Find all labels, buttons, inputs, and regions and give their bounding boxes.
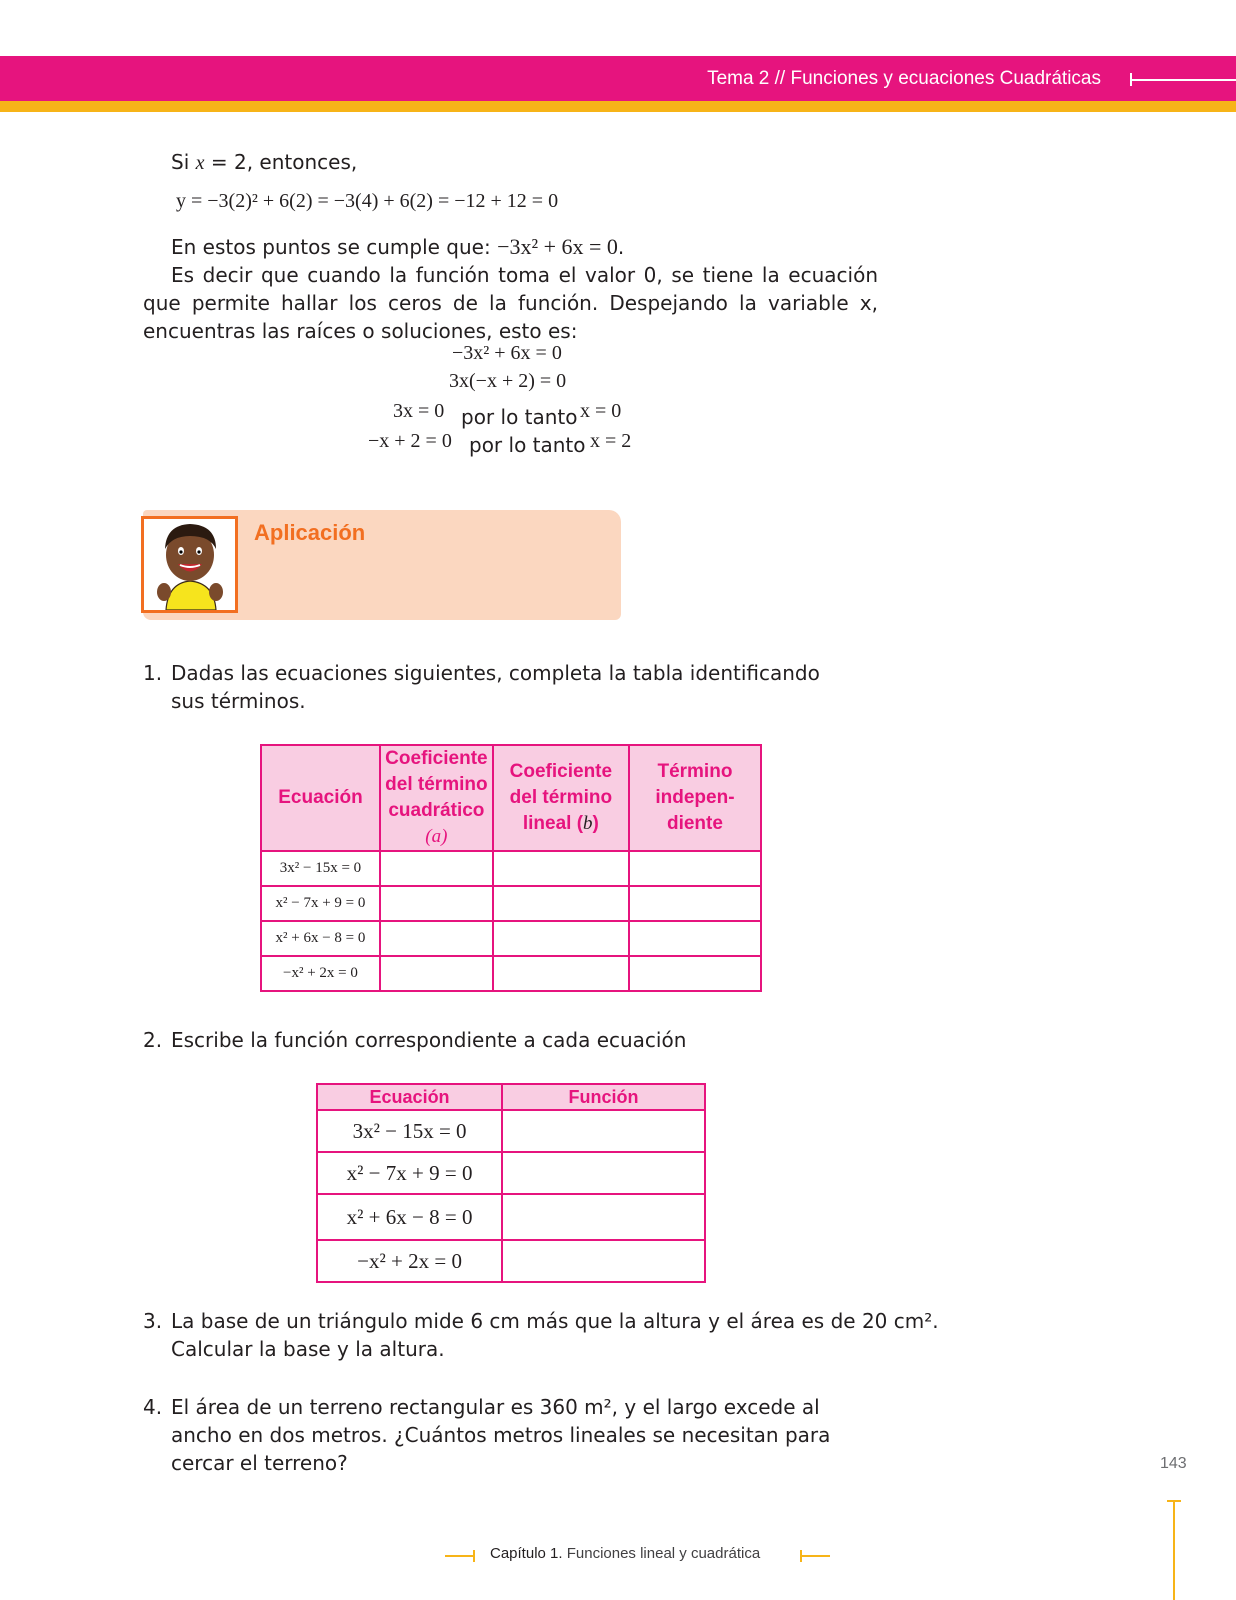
solution-line-3-text: por lo tanto (461, 405, 578, 429)
header-coef-lineal-line-1: Coeficiente (509, 761, 613, 782)
header-coef-lineal-line-3: lineal ( (522, 813, 584, 834)
answer-cell[interactable] (380, 851, 493, 886)
header-coef-cuadratico-line-2: del término (385, 774, 488, 795)
header-termino-line-1: Término (657, 761, 733, 782)
exercise-3-number: 3. (143, 1309, 163, 1333)
solution-line-4-text: por lo tanto (469, 433, 586, 457)
header-coef-lineal-close: ) (592, 813, 599, 834)
exercise-1-number: 1. (143, 661, 163, 685)
si-text: Si (171, 150, 190, 174)
header-title: Tema 2 // Funciones y ecuaciones Cuadráticas (707, 68, 1101, 89)
page-number: 143 (1160, 1455, 1187, 1472)
header-coef-lineal (493, 745, 629, 851)
equation-cell: x² − 7x + 9 = 0 (261, 886, 380, 921)
exercise-2-number: 2. (143, 1028, 163, 1052)
y-equation: y = −3(2)² + 6(2) = −3(4) + 6(2) = −12 + 12 = 0 (176, 190, 559, 212)
exercise-4-number: 4. (143, 1395, 163, 1419)
exercise-1-text-2: sus términos. (171, 689, 306, 713)
answer-cell[interactable] (502, 1152, 705, 1194)
terms-table (260, 744, 762, 992)
equation-cell: x² + 6x − 8 = 0 (317, 1194, 502, 1240)
header-line (1130, 79, 1236, 81)
equation-cell: −x² + 2x = 0 (261, 956, 380, 991)
solution-line-1: −3x² + 6x = 0 (452, 342, 562, 364)
header-tick (1130, 73, 1132, 86)
si-var: x (195, 152, 205, 174)
table-row (261, 886, 761, 921)
answer-cell[interactable] (629, 851, 761, 886)
table-row (317, 1152, 705, 1194)
equation-cell: 3x² − 15x = 0 (317, 1110, 502, 1152)
header-coef-cuadratico-line-4: (a) (425, 826, 448, 847)
si-line (171, 148, 357, 177)
answer-cell[interactable] (380, 886, 493, 921)
table-row (261, 956, 761, 991)
answer-cell[interactable] (493, 921, 629, 956)
solution-line-2: 3x(−x + 2) = 0 (449, 370, 567, 392)
footer-chapter: Capítulo 1. (490, 1545, 563, 1562)
header-termino-line-2: indepen- (655, 787, 735, 808)
application-character-frame (141, 516, 238, 613)
header-termino-independiente (629, 745, 761, 851)
exercise-3-text: La base de un triángulo mide 6 cm más que la altura y el área es de 20 cm². (171, 1309, 939, 1333)
page-number-line (1173, 1500, 1175, 1600)
equation-cell: −x² + 2x = 0 (317, 1240, 502, 1282)
solution-line-4-res: x = 2 (590, 430, 632, 452)
answer-cell[interactable] (380, 956, 493, 991)
exercise-3-text-2: Calcular la base y la altura. (171, 1337, 445, 1361)
header-coef-cuadratico (380, 745, 493, 851)
footer (490, 1545, 760, 1562)
solution-line-3-eq: 3x = 0 (393, 400, 445, 422)
footer-line-left (445, 1555, 475, 1557)
header-ecuacion: Ecuación (261, 745, 380, 851)
exercise-2-text: Escribe la función correspondiente a cada ecuación (171, 1028, 687, 1052)
function-table-header (317, 1084, 705, 1110)
header-termino-line-3: diente (666, 813, 723, 834)
application-title: Aplicación (254, 520, 366, 545)
header-coef-lineal-var: b (583, 813, 593, 834)
solution-line-4-eq: −x + 2 = 0 (368, 430, 452, 452)
solution-line-3-res: x = 0 (580, 400, 622, 422)
equation-cell: 3x² − 15x = 0 (261, 851, 380, 886)
table-row (317, 1110, 705, 1152)
intro-paragraph: Es decir que cuando la función toma el valor 0, se tiene la ecuación que permite hallar los ceros de la función. Despejando la variable x, encuentras las raíces o soluciones, esto es: (143, 263, 878, 343)
table-row (261, 921, 761, 956)
header-coef-lineal-line-2: del término (509, 787, 613, 808)
header-funcion: Función (502, 1084, 705, 1110)
equation-cell: x² − 7x + 9 = 0 (317, 1152, 502, 1194)
answer-cell[interactable] (502, 1240, 705, 1282)
header-coef-cuadratico-line-1: Coeficiente (385, 748, 488, 769)
boy-character-icon (144, 519, 235, 610)
answer-cell[interactable] (493, 956, 629, 991)
table-row (317, 1194, 705, 1240)
table-row (261, 851, 761, 886)
footer-tick-right (800, 1550, 802, 1562)
header-coef-cuadratico-line-3: cuadrático (388, 800, 485, 821)
answer-cell[interactable] (502, 1110, 705, 1152)
footer-line-right (800, 1555, 830, 1557)
terms-table-header (261, 745, 761, 851)
answer-cell[interactable] (493, 886, 629, 921)
equation-cell: x² + 6x − 8 = 0 (261, 921, 380, 956)
cumple-line (171, 233, 624, 261)
exercise-4-text: El área de un terreno rectangular es 360 m², y el largo excede al (171, 1395, 820, 1419)
cumple-eq: −3x² + 6x = 0 (497, 234, 618, 259)
footer-tick-left (473, 1550, 475, 1562)
footer-title: Funciones lineal y cuadrática (566, 1545, 761, 1562)
exercise-4-text-3: cercar el terreno? (171, 1451, 348, 1475)
exercise-4-text-2: ancho en dos metros. ¿Cuántos metros lineales se necesitan para (171, 1423, 831, 1447)
exercise-1-text: Dadas las ecuaciones siguientes, completa la tabla identificando (171, 661, 820, 685)
answer-cell[interactable] (502, 1194, 705, 1240)
table-row (317, 1240, 705, 1282)
answer-cell[interactable] (629, 921, 761, 956)
header-accent-stripe (0, 101, 1236, 112)
cumple-text: En estos puntos se cumple que: (171, 235, 491, 259)
header-ecuacion: Ecuación (317, 1084, 502, 1110)
function-table (316, 1083, 706, 1283)
answer-cell[interactable] (493, 851, 629, 886)
cumple-end: . (617, 235, 625, 259)
si-post: = 2, entonces, (210, 150, 358, 174)
answer-cell[interactable] (380, 921, 493, 956)
answer-cell[interactable] (629, 886, 761, 921)
answer-cell[interactable] (629, 956, 761, 991)
